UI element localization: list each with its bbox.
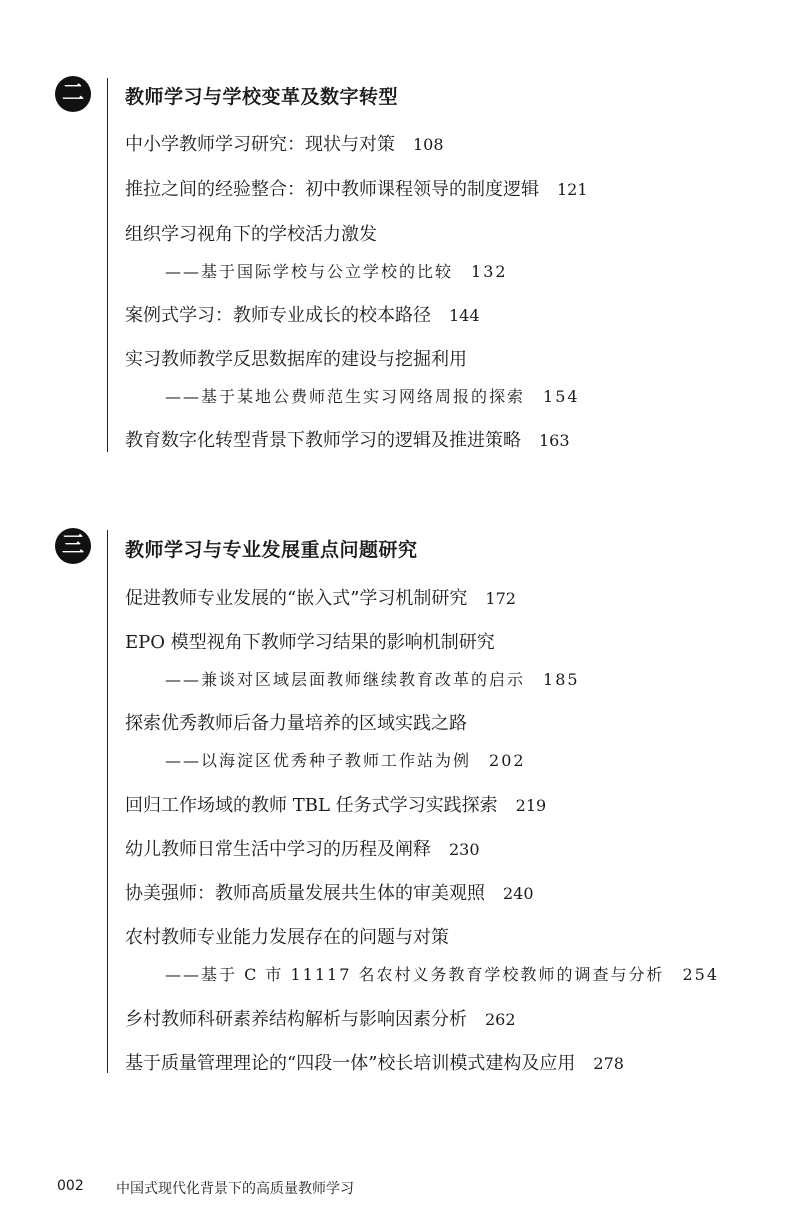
entry-page-number: 121 [557, 180, 588, 199]
toc-entry[interactable] [125, 181, 588, 199]
toc-entry[interactable] [125, 929, 449, 947]
toc-entry[interactable] [125, 226, 377, 244]
toc-entry-subtitle[interactable] [165, 264, 508, 280]
entry-title: 回归工作场域的教师 TBL 任务式学习实践探索 [125, 795, 498, 816]
entry-page-number: 172 [485, 589, 516, 608]
toc-entry[interactable] [125, 136, 444, 154]
entry-subtitle: ——基于某地公费师范生实习网络周报的探索 [165, 387, 526, 406]
section-title: 教师学习与学校变革及数字转型 [125, 86, 399, 108]
entry-subtitle: ——兼谈对区域层面教师继续教育改革的启示 [165, 670, 526, 689]
toc-entry-subtitle[interactable] [165, 967, 719, 983]
entry-page-number: 202 [489, 751, 526, 770]
entry-subtitle: ——基于 C 市 11117 名农村义务教育学校教师的调查与分析 [165, 965, 665, 984]
entry-page-number: 108 [413, 135, 444, 154]
entry-title: 教育数字化转型背景下教师学习的逻辑及推进策略 [125, 430, 521, 451]
toc-entry-subtitle[interactable] [165, 389, 580, 405]
section-number-badge: 二 [55, 76, 91, 112]
running-footer-title: 中国式现代化背景下的高质量教师学习 [116, 1181, 354, 1197]
entry-page-number: 132 [471, 262, 508, 281]
entry-page-number: 219 [515, 796, 547, 815]
toc-entry[interactable] [125, 797, 546, 815]
entry-title: 推拉之间的经验整合：初中教师课程领导的制度逻辑 [125, 179, 539, 200]
entry-title: EPO 模型视角下教师学习结果的影响机制研究 [125, 632, 495, 653]
entry-title: 中小学教师学习研究：现状与对策 [125, 134, 395, 155]
entry-title: 促进教师专业发展的“嵌入式”学习机制研究 [125, 588, 468, 609]
entry-title: 乡村教师科研素养结构解析与影响因素分析 [125, 1009, 467, 1030]
entry-page-number: 185 [543, 670, 580, 689]
toc-entry[interactable] [125, 1055, 624, 1073]
entry-page-number: 240 [503, 884, 534, 903]
section-divider-line [107, 530, 108, 1073]
page-number: 002 [57, 1178, 84, 1194]
entry-title: 农村教师专业能力发展存在的问题与对策 [125, 927, 449, 948]
entry-page-number: 144 [449, 306, 480, 325]
entry-page-number: 154 [543, 387, 580, 406]
toc-entry-subtitle[interactable] [165, 672, 580, 688]
entry-title: 探索优秀教师后备力量培养的区域实践之路 [125, 713, 467, 734]
entry-page-number: 278 [593, 1054, 624, 1073]
entry-subtitle: ——以海淀区优秀种子教师工作站为例 [165, 751, 472, 770]
entry-title: 实习教师教学反思数据库的建设与挖掘利用 [125, 349, 467, 370]
section-title: 教师学习与专业发展重点问题研究 [125, 539, 418, 561]
entry-page-number: 262 [485, 1010, 516, 1029]
entry-title: 组织学习视角下的学校活力激发 [125, 224, 377, 245]
toc-entry[interactable] [125, 634, 495, 652]
toc-entry[interactable] [125, 841, 480, 859]
toc-entry[interactable] [125, 590, 516, 608]
entry-title: 幼儿教师日常生活中学习的历程及阐释 [125, 839, 431, 860]
entry-title: 基于质量管理理论的“四段一体”校长培训模式建构及应用 [125, 1053, 576, 1074]
toc-entry[interactable] [125, 715, 467, 733]
section-divider-line [107, 78, 108, 452]
section-number-badge: 三 [55, 528, 91, 564]
entry-subtitle: ——基于国际学校与公立学校的比较 [165, 262, 454, 281]
toc-entry[interactable] [125, 432, 570, 450]
toc-entry[interactable] [125, 1011, 516, 1029]
entry-page-number: 254 [682, 965, 720, 984]
toc-entry[interactable] [125, 351, 467, 369]
entry-page-number: 163 [539, 431, 570, 450]
toc-entry[interactable] [125, 307, 480, 325]
entry-title: 案例式学习：教师专业成长的校本路径 [125, 305, 431, 326]
toc-entry-subtitle[interactable] [165, 753, 526, 769]
entry-page-number: 230 [449, 840, 480, 859]
entry-title: 协美强师：教师高质量发展共生体的审美观照 [125, 883, 485, 904]
toc-entry[interactable] [125, 885, 534, 903]
